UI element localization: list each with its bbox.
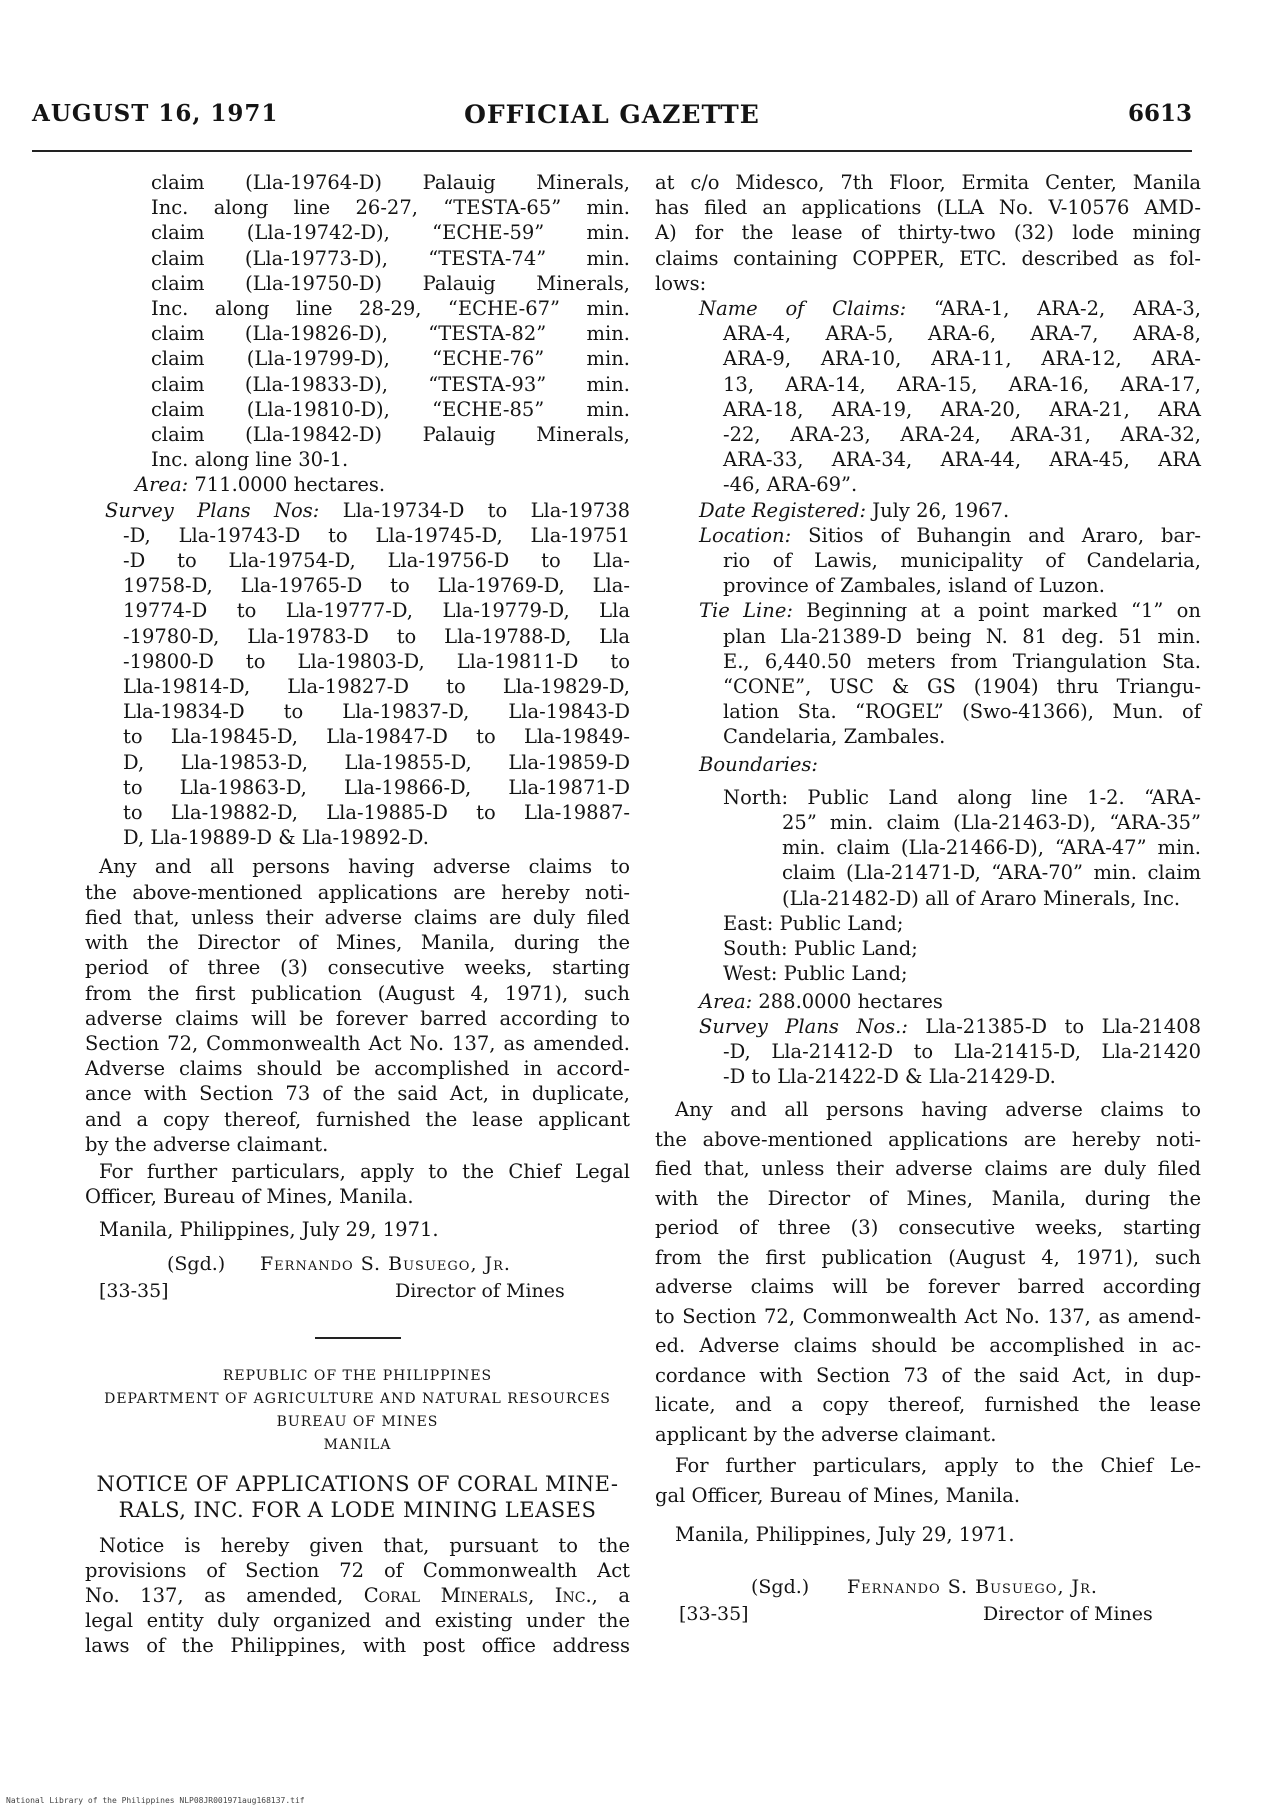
- survey-line: 19774-D to Lla-19777-D, Lla-19779-D, Lla: [123, 599, 630, 623]
- names-first: “ARA-1, ARA-2, ARA-3,: [933, 297, 1201, 321]
- date-value: July 26, 1967.: [872, 498, 1010, 522]
- paragraph-line: and a copy thereof, furnished the lease applicant: [85, 1107, 630, 1131]
- tie-line: E., 6,440.50 meters from Triangulation Sta.: [723, 649, 1201, 673]
- signature-block: [655, 1576, 1201, 1630]
- survey-first: Lla-19734-D to Lla-19738: [342, 498, 631, 522]
- paragraph-line: lows:: [655, 271, 707, 295]
- claims-line: claim (Lla-19799-D), “ECHE-76” min.: [151, 347, 630, 371]
- further-particulars: [655, 1451, 1201, 1510]
- survey-line: [85, 498, 630, 523]
- paragraph-line: with the Director of Mines, Manila, during the: [85, 931, 630, 955]
- survey-line: -19780-D, Lla-19783-D to Lla-19788-D, Lla: [123, 624, 630, 648]
- publication-title: OFFICIAL GAZETTE: [464, 100, 760, 129]
- issue-numbers: [33-35]: [679, 1602, 749, 1625]
- location-line: rio of Lawis, municipality of Candelaria,: [723, 549, 1201, 573]
- survey-line: D, Lla-19889-D & Lla-19892-D.: [123, 826, 429, 850]
- claims-line: claim (Lla-19833-D), “TESTA-93” min.: [151, 372, 630, 396]
- signature-block: [85, 1253, 630, 1307]
- east-line: East: Public Land;: [723, 911, 904, 935]
- north-line: claim (Lla-21471-D, “ARA-70” min. claim: [782, 861, 1201, 885]
- paragraph-line: from the first publication (August 4, 1971), such: [85, 981, 630, 1005]
- paragraph-line: the above-mentioned applications are hereby noti-: [655, 1127, 1201, 1151]
- left-column: [85, 170, 630, 1659]
- survey-label: Survey Plans Nos.:: [699, 1014, 908, 1038]
- signer-title: Director of Mines: [395, 1279, 565, 1302]
- area-line: [655, 989, 1201, 1014]
- adverse-claims-paragraph: [85, 854, 630, 1156]
- notice-text: , a: [591, 1583, 630, 1607]
- location-first: Sitios of Buhangin and Araro, bar-: [808, 523, 1201, 547]
- paragraph-line: Adverse claims should be accomplished in accord-: [85, 1057, 630, 1081]
- south-line: South: Public Land;: [723, 937, 918, 961]
- north-line: min. claim (Lla-21466-D), “ARA-47” min.: [782, 836, 1201, 860]
- paragraph-line: to Section 72, Commonwealth Act No. 137, as amend-: [655, 1304, 1201, 1328]
- issue-date: AUGUST 16, 1971: [32, 100, 279, 127]
- survey-line: -D, Lla-19743-D to Lla-19745-D, Lla-19751: [123, 523, 630, 547]
- area-label: Area:: [135, 473, 189, 497]
- agency-line: REPUBLIC OF THE PHILIPPINES: [222, 1367, 493, 1384]
- notice-text: No. 137, as amended,: [85, 1583, 344, 1607]
- signer-title: Director of Mines: [983, 1602, 1153, 1625]
- paragraph-line: applicant by the adverse claimant.: [655, 1422, 997, 1446]
- date-registered: [655, 498, 1201, 523]
- paragraph-line: adverse claims will be forever barred according to: [85, 1006, 630, 1030]
- paragraph-line: A) for the lease of thirty-two (32) lode mining: [655, 221, 1201, 245]
- survey-line: [655, 1014, 1201, 1039]
- agency-line: MANILA: [323, 1436, 392, 1453]
- notice-title: [85, 1471, 630, 1523]
- paragraph-line: claims containing COPPER, ETC. described as fol-: [655, 246, 1201, 270]
- paragraph-line: gal Officer, Bureau of Mines, Manila.: [655, 1483, 1021, 1507]
- survey-line: D, Lla-19853-D, Lla-19855-D, Lla-19859-D: [123, 750, 630, 774]
- location-line: province of Zambales, island of Luzon.: [723, 574, 1105, 598]
- applicant-name: Coral Minerals, Inc.: [363, 1583, 592, 1607]
- survey-label: Survey Plans Nos:: [105, 498, 320, 522]
- names-line: -22, ARA-23, ARA-24, ARA-31, ARA-32,: [723, 423, 1201, 447]
- agency-header: [85, 1365, 630, 1457]
- survey-line: to Lla-19863-D, Lla-19866-D, Lla-19871-D: [123, 775, 630, 799]
- notice-paragraph: [85, 1533, 630, 1659]
- paragraph-line: from the first publication (August 4, 1971), such: [655, 1245, 1201, 1269]
- tie-line: lation Sta. “ROGEL” (Swo-41366), Mun. of: [723, 700, 1201, 724]
- boundaries-block: [655, 785, 1201, 987]
- dateline: Manila, Philippines, July 29, 1971.: [99, 1218, 439, 1242]
- paragraph-line: Notice is hereby given that, pursuant to the: [99, 1533, 630, 1557]
- dateline: Manila, Philippines, July 29, 1971.: [675, 1523, 1015, 1547]
- paragraph-line: For further particulars, apply to the Chief Le-: [675, 1454, 1201, 1478]
- north-line: 25” min. claim (Lla-21463-D), “ARA-35”: [782, 811, 1201, 835]
- west-line: West: Public Land;: [723, 962, 908, 986]
- paragraph-line: Officer, Bureau of Mines, Manila.: [85, 1185, 414, 1209]
- claims-line: claim (Lla-19810-D), “ECHE-85” min.: [151, 397, 630, 421]
- survey-line: -D to Lla-21422-D & Lla-21429-D.: [723, 1065, 1056, 1089]
- signer-name: Fernando S. Busuego, Jr.: [847, 1575, 1098, 1598]
- sgd-label: (Sgd.): [751, 1575, 810, 1598]
- paragraph-line: legal entity duly organized and existing under the: [85, 1609, 630, 1633]
- further-particulars: [85, 1159, 630, 1209]
- area-line: [85, 472, 630, 497]
- notice-title-line: NOTICE OF APPLICATIONS OF CORAL MINE-: [96, 1471, 619, 1496]
- claims-line: Inc. along line 26-27, “TESTA-65” min.: [151, 196, 630, 220]
- paragraph-line: the above-mentioned applications are hereby noti-: [85, 880, 630, 904]
- claims-list: [85, 170, 630, 472]
- sgd-label: (Sgd.): [167, 1252, 226, 1275]
- tie-line-block: [655, 598, 1201, 749]
- paragraph-line: with the Director of Mines, Manila, during the: [655, 1186, 1201, 1210]
- survey-plans: [85, 498, 630, 851]
- page-number: 6613: [1127, 100, 1192, 127]
- notice-title-line: RALS, INC. FOR A LODE MINING LEASES: [118, 1497, 597, 1522]
- claims-line: claim (Lla-19764-D) Palauig Minerals,: [151, 171, 630, 194]
- scan-footer: National Library of the Philippines NLP08JR001971aug168137.tif: [6, 1796, 305, 1805]
- application-intro: [655, 170, 1201, 296]
- paragraph-line: fied that, unless their adverse claims are duly filed: [85, 905, 630, 929]
- survey-line: -D, Lla-21412-D to Lla-21415-D, Lla-21420: [723, 1039, 1201, 1063]
- survey-line: Lla-19834-D to Lla-19837-D, Lla-19843-D: [123, 700, 630, 724]
- claim-names: [655, 296, 1201, 498]
- survey-first: Lla-21385-D to Lla-21408: [925, 1014, 1202, 1038]
- tie-line: [655, 598, 1201, 623]
- paragraph-line: Any and all persons having adverse claims to: [675, 1098, 1201, 1122]
- paragraph-line: licate, and a copy thereof, furnished the lease: [655, 1393, 1201, 1417]
- issue-numbers: [33-35]: [99, 1279, 169, 1302]
- survey-line: 19758-D, Lla-19765-D to Lla-19769-D, Lla-: [123, 574, 630, 598]
- names-line: 13, ARA-14, ARA-15, ARA-16, ARA-17,: [723, 372, 1201, 396]
- running-header: [32, 100, 1192, 136]
- claims-line: claim (Lla-19842-D) Palauig Minerals,: [151, 423, 630, 447]
- signer-name: Fernando S. Busuego, Jr.: [260, 1252, 511, 1275]
- survey-line: to Lla-19882-D, Lla-19885-D to Lla-19887-: [123, 801, 630, 825]
- paragraph-line: For further particulars, apply to the Chief Legal: [99, 1159, 630, 1183]
- paragraph-line: fied that, unless their adverse claims are duly filed: [655, 1157, 1201, 1181]
- names-line: ARA-33, ARA-34, ARA-44, ARA-45, ARA: [723, 448, 1201, 472]
- north-line: (Lla-21482-D) all of Araro Minerals, Inc.: [782, 886, 1181, 910]
- paragraph-line: laws of the Philippines, with post office address: [85, 1634, 630, 1658]
- tie-line: “CONE”, USC & GS (1904) thru Triangu-: [723, 675, 1201, 699]
- paragraph-line: has filed an applications (LLA No. V-10576 AMD-: [655, 196, 1201, 220]
- adverse-claims-paragraph: [655, 1095, 1201, 1449]
- paragraph-line: period of three (3) consecutive weeks, starting: [655, 1216, 1201, 1240]
- location-block: [655, 523, 1201, 599]
- names-line: ARA-9, ARA-10, ARA-11, ARA-12, ARA-: [723, 347, 1201, 371]
- location-line: [655, 523, 1201, 548]
- north-line: North: Public Land along line 1-2. “ARA-: [723, 785, 1201, 809]
- survey-line: to Lla-19845-D, Lla-19847-D to Lla-19849-: [123, 725, 630, 749]
- header-rule: [32, 150, 1192, 152]
- claims-line: claim (Lla-19773-D), “TESTA-74” min.: [151, 246, 630, 270]
- names-line: [655, 296, 1201, 321]
- date-label: Date Registered:: [699, 498, 867, 522]
- names-line: -46, ARA-69”.: [723, 473, 858, 497]
- location-label: Location:: [699, 523, 792, 547]
- paragraph-line: Any and all persons having adverse claims to: [99, 855, 630, 879]
- paragraph-line: at c/o Midesco, 7th Floor, Ermita Center, Manila: [655, 171, 1201, 194]
- paragraph-line: by the adverse claimant.: [85, 1132, 329, 1156]
- paragraph-line: period of three (3) consecutive weeks, starting: [85, 956, 630, 980]
- claims-line: claim (Lla-19750-D) Palauig Minerals,: [151, 271, 630, 295]
- paragraph-line: adverse claims will be forever barred according: [655, 1275, 1201, 1299]
- survey-line: -D to Lla-19754-D, Lla-19756-D to Lla-: [123, 549, 630, 573]
- paragraph-line: [85, 1583, 630, 1608]
- names-line: ARA-18, ARA-19, ARA-20, ARA-21, ARA: [723, 397, 1201, 421]
- tie-label: Tie Line:: [699, 599, 793, 623]
- survey-line: -19800-D to Lla-19803-D, Lla-19811-D to: [123, 649, 630, 673]
- claims-line: claim (Lla-19826-D), “TESTA-82” min.: [151, 322, 630, 346]
- paragraph-line: ed. Adverse claims should be accomplished in ac-: [655, 1334, 1201, 1358]
- names-label: Name of Claims:: [699, 297, 907, 321]
- area-label: Area:: [699, 989, 753, 1013]
- survey-line: Lla-19814-D, Lla-19827-D to Lla-19829-D,: [123, 675, 630, 699]
- names-line: ARA-4, ARA-5, ARA-6, ARA-7, ARA-8,: [723, 322, 1201, 346]
- survey-plans: [655, 1014, 1201, 1090]
- claims-line: Inc. along line 28-29, “ECHE-67” min.: [151, 297, 630, 321]
- agency-line: DEPARTMENT OF AGRICULTURE AND NATURAL RESOURCES: [104, 1390, 611, 1407]
- paragraph-line: cordance with Section 73 of the said Act, in dup-: [655, 1363, 1201, 1387]
- paragraph-line: ance with Section 73 of the said Act, in duplicate,: [85, 1082, 630, 1106]
- area-value: 288.0000 hectares: [758, 989, 943, 1013]
- tie-line: Candelaria, Zambales.: [723, 725, 946, 749]
- paragraph-line: provisions of Section 72 of Commonwealth Act: [85, 1558, 630, 1582]
- claims-line: claim (Lla-19742-D), “ECHE-59” min.: [151, 221, 630, 245]
- area-value: 711.0000 hectares.: [194, 473, 386, 497]
- tie-first: Beginning at a point marked “1” on: [806, 599, 1201, 623]
- section-separator: [315, 1337, 401, 1339]
- tie-line: plan Lla-21389-D being N. 81 deg. 51 min.: [723, 624, 1201, 648]
- paragraph-line: Section 72, Commonwealth Act No. 137, as amended.: [85, 1031, 630, 1055]
- claims-line: Inc. along line 30-1.: [151, 448, 349, 472]
- boundaries-label: Boundaries:: [699, 752, 818, 776]
- agency-line: BUREAU OF MINES: [276, 1413, 439, 1430]
- right-column: [655, 170, 1201, 1630]
